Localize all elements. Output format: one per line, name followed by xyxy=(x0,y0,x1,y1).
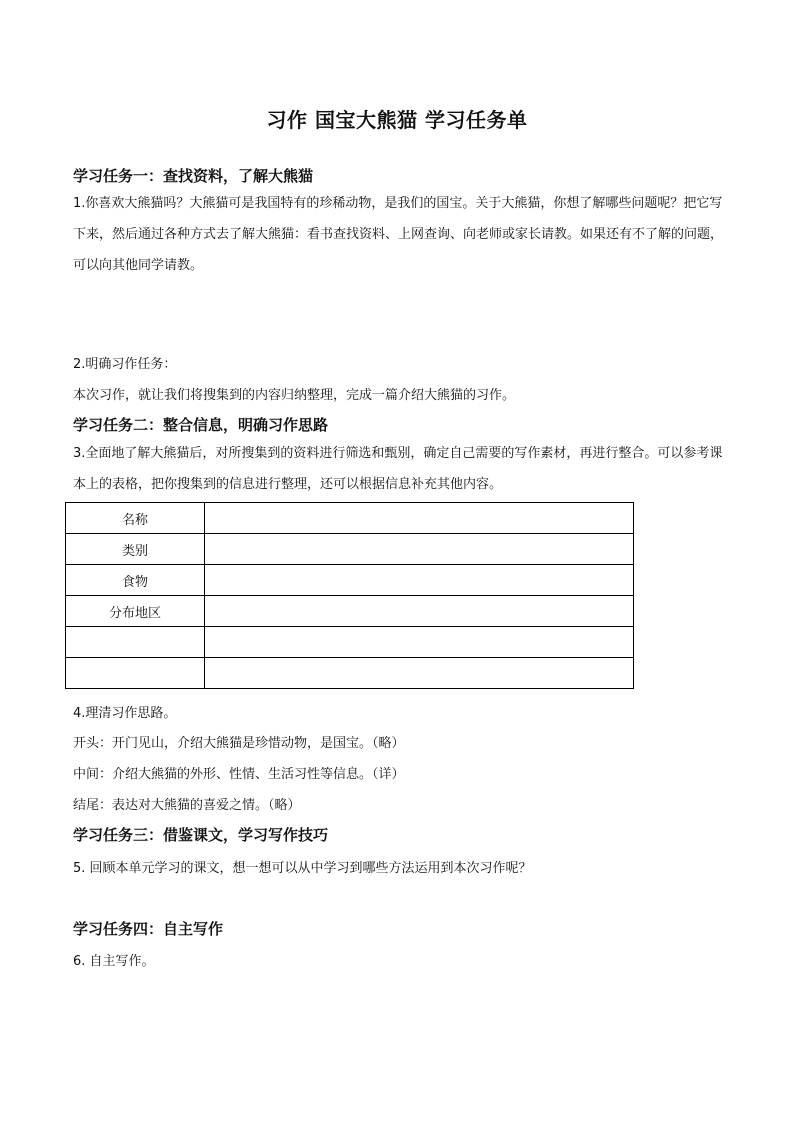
table-cell-label: 分布地区 xyxy=(66,596,205,627)
table-cell-value[interactable] xyxy=(205,627,634,658)
table-cell-value[interactable] xyxy=(205,596,634,627)
table-row xyxy=(66,565,634,596)
page-title: 习作 国宝大熊猫 学习任务单 xyxy=(266,108,528,132)
table-cell-label xyxy=(66,658,205,689)
task4-question6: 6. 自主写作。 xyxy=(73,954,155,969)
table-row xyxy=(66,658,634,689)
table-cell-value[interactable] xyxy=(205,534,634,565)
task4-heading: 学习任务四：自主写作 xyxy=(73,920,224,938)
task1-question2-text: 本次习作，就让我们将搜集到的内容归纳整理，完成一篇介绍大熊猫的习作。 xyxy=(73,388,516,403)
table-cell-label: 类别 xyxy=(66,534,205,565)
task2-question3: 3.全面地了解大熊猫后，对所搜集到的资料进行筛选和甄别，确定自己需要的写作素材，再进行整合。可以参考课本上的表格，把你搜集到的信息进行整理，还可以根据信息补充其他内容。 xyxy=(73,446,723,492)
outline-ending: 结尾：表达对大熊猫的喜爱之情。（略） xyxy=(73,798,301,813)
task3-question5: 5. 回顾本单元学习的课文，想一想可以从中学习到哪些方法运用到本次习作呢？ xyxy=(73,861,532,876)
task1-question2: 2.明确习作任务： xyxy=(73,357,177,372)
table-cell-value[interactable] xyxy=(205,503,634,534)
table-cell-value[interactable] xyxy=(205,658,634,689)
table-row xyxy=(66,627,634,658)
table-cell-label xyxy=(66,627,205,658)
info-table xyxy=(65,502,634,689)
task1-heading: 学习任务一：查找资料，了解大熊猫 xyxy=(73,167,314,185)
task2-question4: 4.理清习作思路。 xyxy=(73,706,177,721)
outline-opening: 开头：开门见山，介绍大熊猫是珍惜动物，是国宝。（略） xyxy=(73,736,405,751)
table-cell-label: 名称 xyxy=(66,503,205,534)
table-cell-value[interactable] xyxy=(205,565,634,596)
task1-question1: 1.你喜欢大熊猫吗？大熊猫可是我国特有的珍稀动物，是我们的国宝。关于大熊猫，你想了解哪些问题呢？把它写下来，然后通过各种方式去了解大熊猫：看书查找资料、上网查询、向老师或家长请教。如果还有不了解的问题，可以向其他同学请教。 xyxy=(73,196,724,273)
table-row xyxy=(66,503,634,534)
task3-heading: 学习任务三：借鉴课文，学习写作技巧 xyxy=(73,826,329,844)
table-row xyxy=(66,534,634,565)
task2-heading: 学习任务二：整合信息，明确习作思路 xyxy=(73,416,329,434)
outline-middle: 中间：介绍大熊猫的外形、性情、生活习性等信息。（详） xyxy=(73,767,405,782)
table-cell-label: 食物 xyxy=(66,565,205,596)
table-row xyxy=(66,596,634,627)
